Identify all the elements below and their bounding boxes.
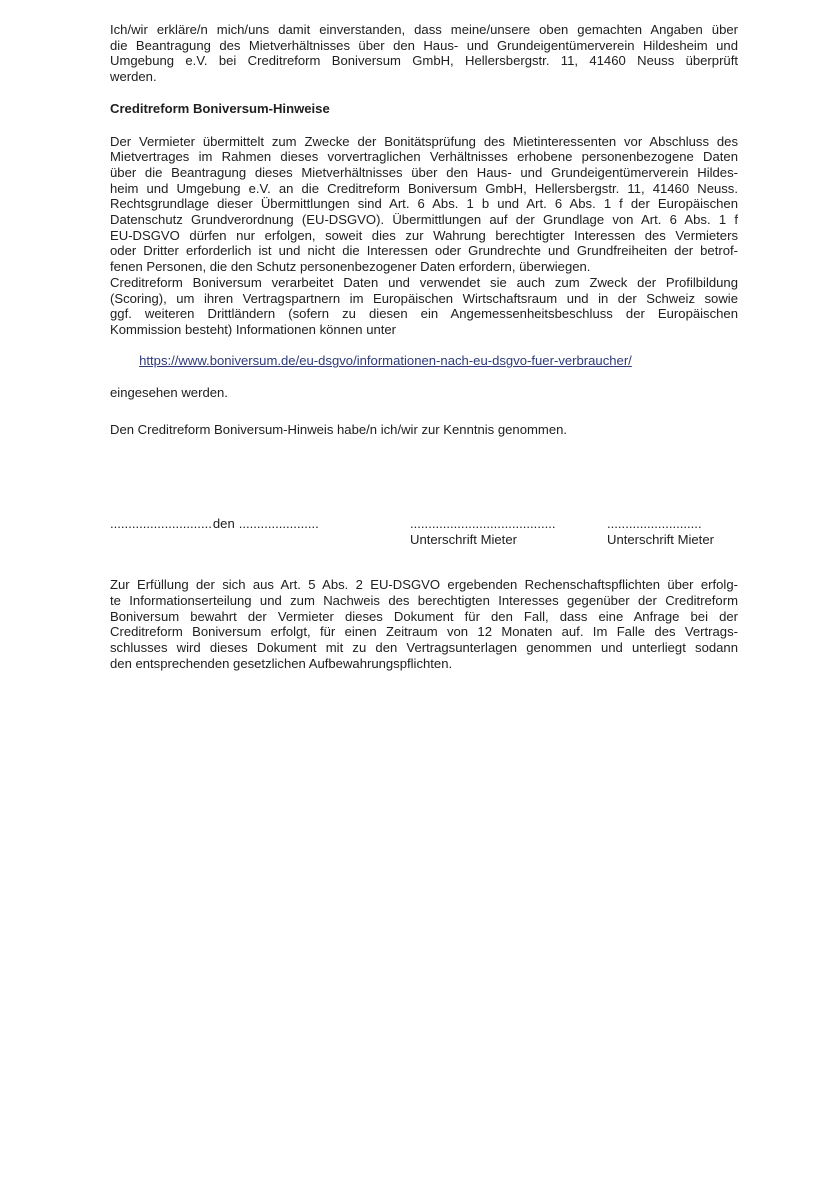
document-content bbox=[110, 22, 738, 671]
text-line: (Scoring), um ihren Vertragspartnern im Europäischen Wirtschaftsraum und in der Schweiz sowie bbox=[110, 290, 738, 306]
text-line: EU-DSGVO dürfen nur erfolgen, soweit dies zur Wahrung berechtigter Interessen des Vermieters bbox=[110, 227, 738, 243]
text-line: te Informationserteilung und zum Nachweis des berechtigten Interesses gegenüber der Creditreform bbox=[110, 592, 738, 608]
text-line: Kommission besteht) Informationen können unter bbox=[110, 321, 397, 337]
text-line: Creditreform Boniversum verarbeitet Daten und verwendet sie auch zum Zweck der Profilbildung bbox=[110, 274, 738, 290]
signature-area bbox=[110, 516, 738, 547]
section-heading: Creditreform Boniversum-Hinweise bbox=[110, 100, 330, 116]
text-line: werden. bbox=[110, 69, 157, 85]
text-line: über die Beantragung dieses Mietverhältnisses über den Haus- und Grundeigentümerverein Hildes- bbox=[110, 164, 738, 180]
text-line: Der Vermieter übermittelt zum Zwecke der Bonitätsprüfung des Mietinteressenten vor Abschluss des bbox=[110, 133, 738, 149]
text-line: den entsprechenden gesetzlichen Aufbewahrungspflichten. bbox=[110, 655, 453, 671]
text-line: eingesehen werden. bbox=[110, 384, 228, 400]
text-line: schlusses wird dieses Dokument mit zu den Vertragsunterlagen genommen und unterliegt sodann bbox=[110, 639, 738, 655]
text-line: Datenschutz Grundverordnung (EU-DSGVO). Übermittlungen auf der Grundlage von Art. 6 Abs. 1 f bbox=[110, 212, 738, 228]
date-dots-left: ............................ bbox=[110, 516, 212, 532]
text-line: heim und Umgebung e.V. an die Creditreform Boniversum GmbH, Hellersbergstr. 11, 41460 Neuss. bbox=[110, 180, 738, 196]
retention-paragraph bbox=[110, 577, 738, 671]
text-line: die Beantragung des Mietverhältnisses über den Haus- und Grundeigentümerverein Hildesheim und bbox=[110, 37, 738, 53]
signature-label-2: Unterschrift Mieter bbox=[607, 531, 714, 547]
notice-lines-after bbox=[110, 385, 738, 401]
text-line: Boniversum bewahrt der Vermieter dieses Dokument für den Fall, dass eine Anfrage bei der bbox=[110, 608, 738, 624]
text-line: Rechtsgrundlage dieser Übermittlungen sind Art. 6 Abs. 1 b und Art. 6 Abs. 1 f der Europäischen bbox=[110, 196, 738, 212]
signature-dots-2: .......................... bbox=[607, 516, 702, 532]
text-line: Creditreform Boniversum erfolgt, für einen Zeitraum von 12 Monaten auf. Im Falle des Vertrags- bbox=[110, 624, 738, 640]
boniversum-dsgvo-link[interactable]: https://www.boniversum.de/eu-dsgvo/informationen-nach-eu-dsgvo-fuer-verbraucher/ bbox=[139, 353, 632, 369]
text-line: Mietvertrages im Rahmen dieses vorvertraglichen Verhältnisses erhobene personenbezogene Daten bbox=[110, 149, 738, 165]
notice-lines bbox=[110, 134, 738, 338]
signature-label-1: Unterschrift Mieter bbox=[410, 531, 517, 547]
signature-block-tenant-2 bbox=[607, 516, 714, 547]
text-line: ggf. weiteren Drittländern (sofern zu diesen ein Angemessenheitsbeschluss der Europäischen bbox=[110, 306, 738, 322]
text-line: fenen Personen, die den Schutz personenbezogener Daten erfordern, überwiegen. bbox=[110, 259, 591, 275]
boniversum-notice-paragraph bbox=[110, 134, 738, 401]
text-line: oder Dritter erforderlich ist und nicht die Interessen oder Grundrechte und Grundfreiheiten der betrof- bbox=[110, 243, 738, 259]
consent-paragraph bbox=[110, 22, 738, 85]
date-dots-right: ...................... bbox=[238, 516, 319, 532]
text-line: Ich/wir erkläre/n mich/uns damit einverstanden, dass meine/unsere oben gemachten Angaben über bbox=[110, 22, 738, 37]
text-line: Umgebung e.V. bei Creditreform Boniversum GmbH, Hellersbergstr. 11, 41460 Neuss überprüft bbox=[110, 53, 738, 69]
acknowledgement-line: Den Creditreform Boniversum-Hinweis habe/n ich/wir zur Kenntnis genommen. bbox=[110, 422, 568, 438]
date-line bbox=[110, 516, 319, 532]
notice-link-line bbox=[110, 338, 738, 385]
signature-dots-1: ........................................ bbox=[410, 516, 556, 532]
signature-block-tenant-1 bbox=[410, 516, 556, 547]
date-den-label: den bbox=[212, 516, 235, 532]
text-line: Zur Erfüllung der sich aus Art. 5 Abs. 2 EU-DSGVO ergebenden Rechenschaftspflichten über erfolg- bbox=[110, 577, 738, 593]
